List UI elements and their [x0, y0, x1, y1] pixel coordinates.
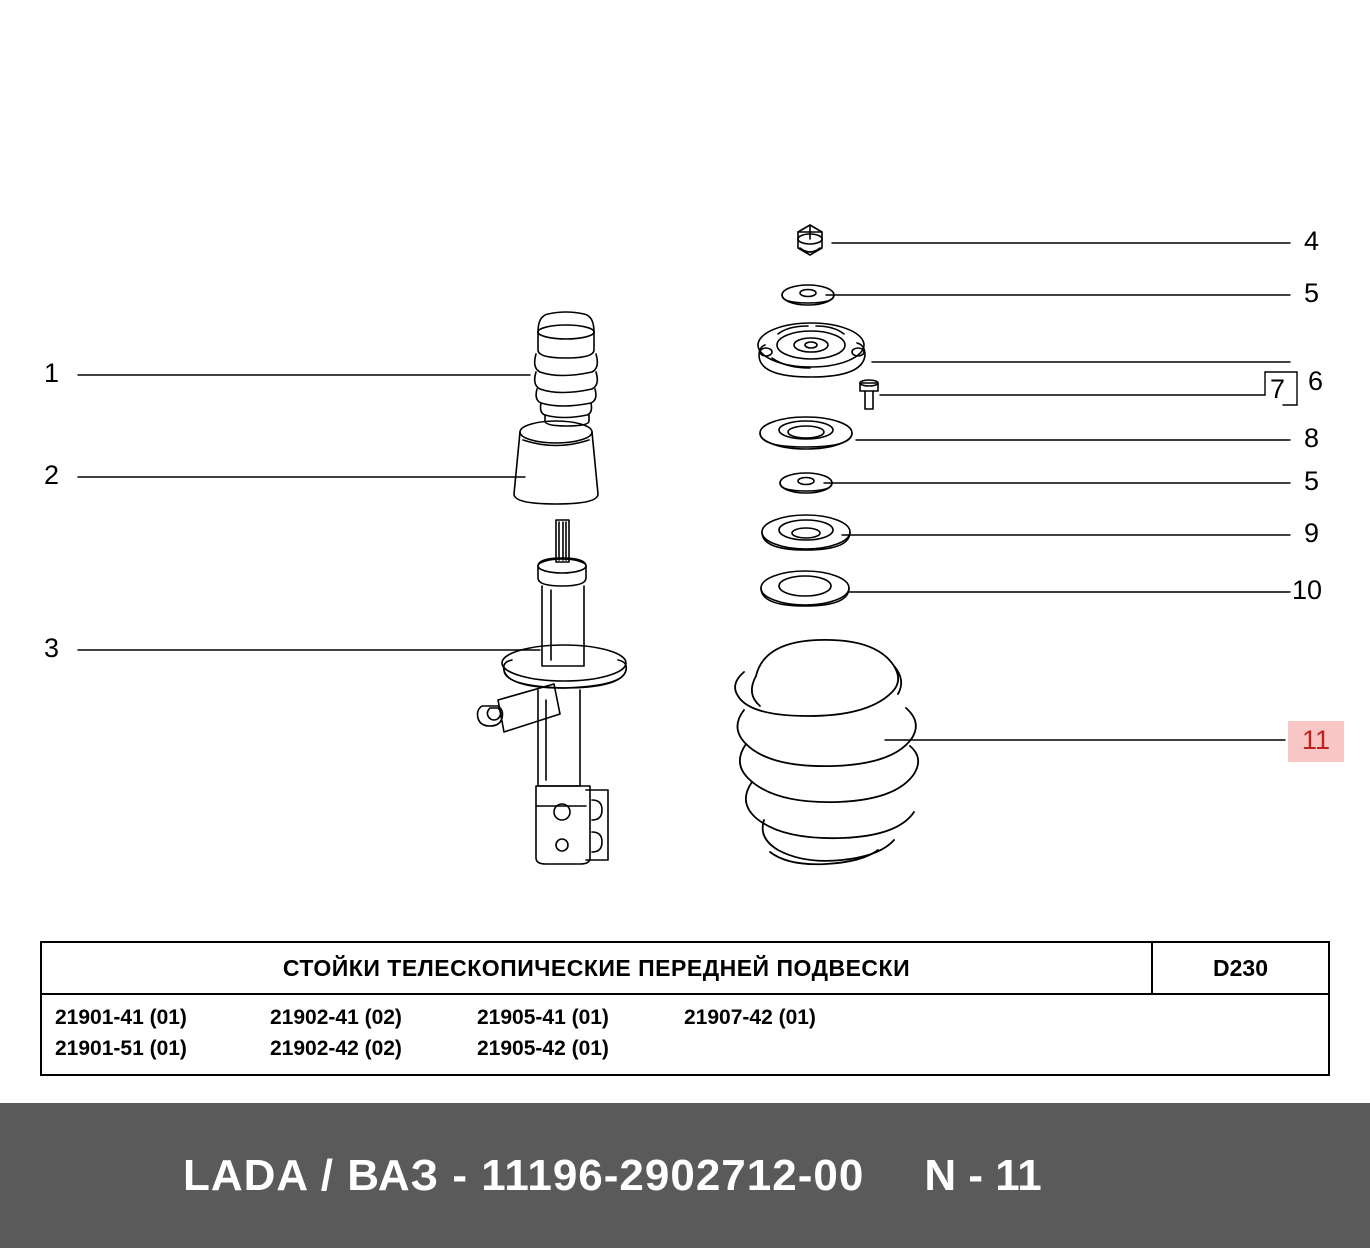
part-buffer-cone	[514, 421, 598, 504]
footer-bar	[0, 1103, 1370, 1248]
parts-table	[40, 941, 1330, 1076]
part-nut	[798, 225, 822, 255]
callout-8: 8	[1304, 423, 1320, 453]
callout-9: 9	[1304, 518, 1320, 548]
table-row	[42, 1033, 1328, 1064]
callout-5-upper: 5	[1304, 278, 1320, 308]
parts-table-header	[42, 943, 1328, 995]
part-bearing	[760, 417, 852, 449]
footer-item-number: N - 11	[924, 1150, 1042, 1200]
part-strut-assembly	[478, 520, 627, 864]
callout-11-highlighted[interactable]: 11	[1288, 721, 1344, 762]
diagram-title: СТОЙКИ ТЕЛЕСКОПИЧЕСКИЕ ПЕРЕДНЕЙ ПОДВЕСКИ	[282, 954, 911, 981]
part-bump-stop	[535, 312, 598, 426]
part-number: 21905-41 (01)	[477, 1005, 609, 1029]
part-number: 21907-42 (01)	[684, 1005, 816, 1029]
callout-5-lower: 5	[1304, 466, 1320, 496]
part-bolt	[860, 380, 878, 409]
callout-3: 3	[44, 633, 60, 663]
part-number: 21902-41 (02)	[270, 1005, 402, 1029]
callout-6: 6	[1308, 366, 1324, 396]
part-upper-support	[758, 323, 865, 377]
callout-10: 10	[1292, 575, 1323, 605]
parts-table-body	[42, 995, 1328, 1074]
part-number: 21901-41 (01)	[55, 1005, 187, 1029]
callout-1: 1	[44, 358, 60, 388]
callout-4: 4	[1304, 226, 1320, 256]
part-number: 21902-42 (02)	[270, 1036, 402, 1060]
part-number: 21901-51 (01)	[55, 1036, 187, 1060]
part-number: 21905-42 (01)	[477, 1036, 609, 1060]
table-row	[42, 1002, 1328, 1033]
group-code: D230	[1151, 943, 1328, 993]
callout-2: 2	[44, 460, 60, 490]
part-upper-spring-seat	[762, 515, 850, 550]
leader-lines-left	[78, 375, 540, 650]
footer-part-reference: LADA / ВАЗ - 11196-2902712-00	[183, 1150, 865, 1200]
leader-lines-right	[824, 243, 1297, 740]
part-coil-spring	[735, 640, 918, 864]
part-insulator-ring	[761, 571, 849, 606]
callout-7: 7	[1270, 374, 1286, 404]
